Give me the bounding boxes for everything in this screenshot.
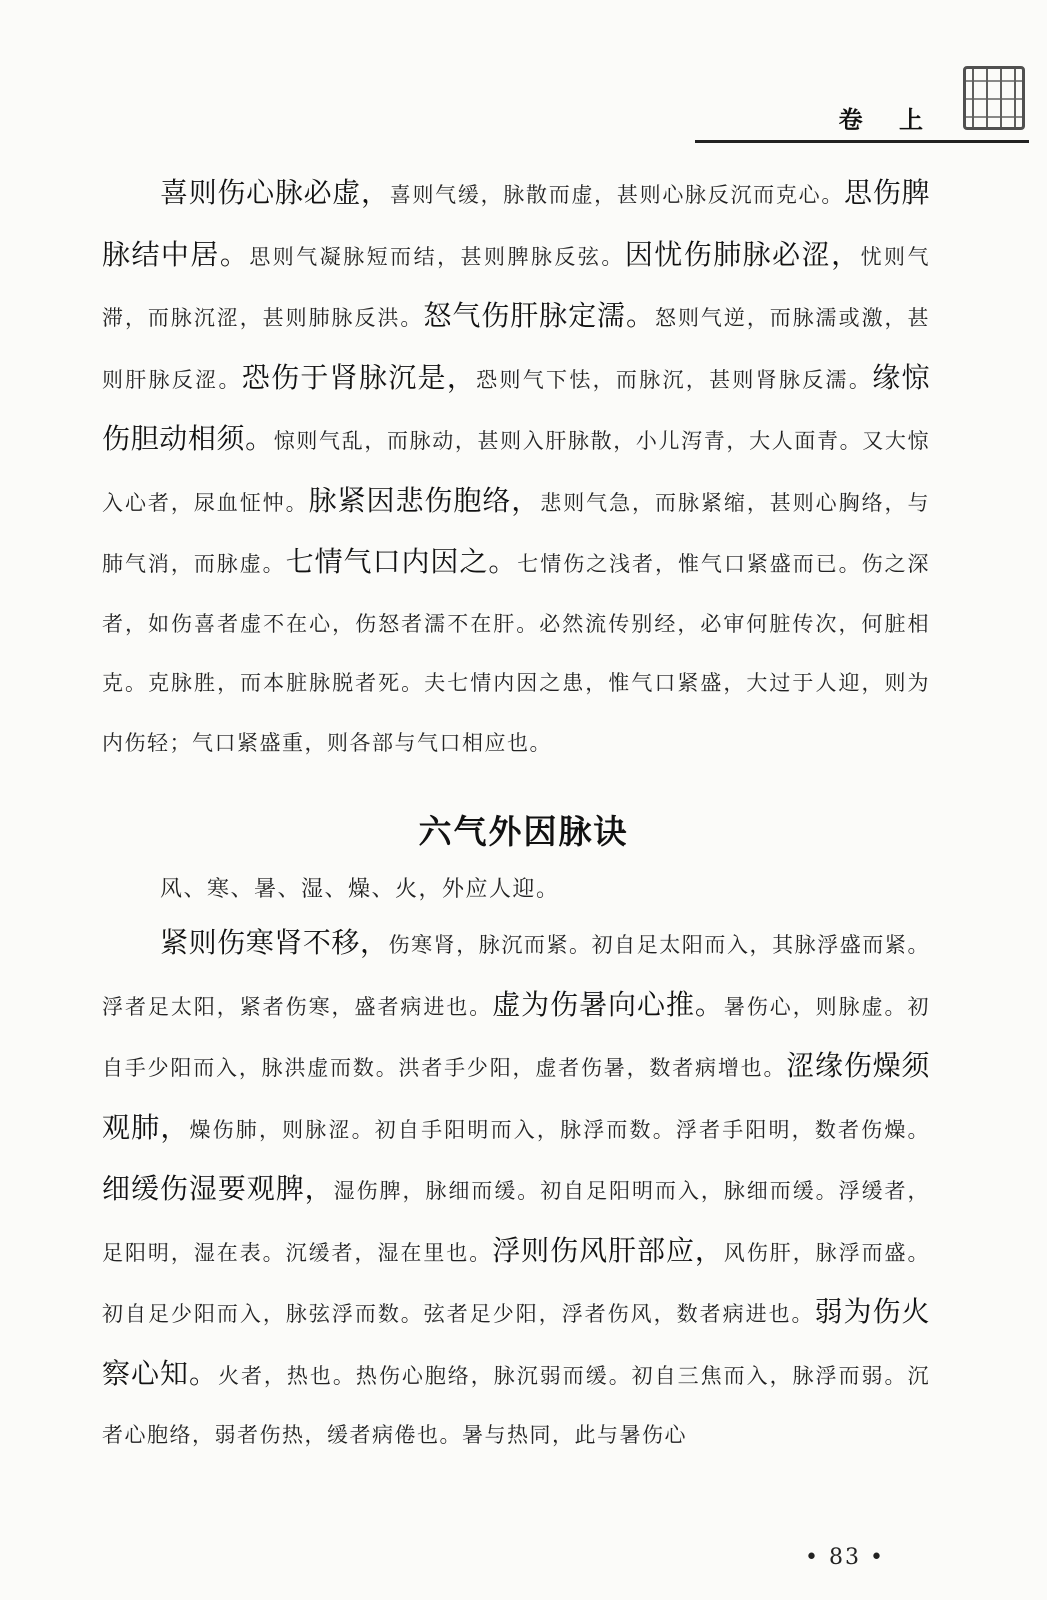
commentary-note: 风伤肝，脉浮而盛。初自足少阳而入，脉弦浮而数。弦者足少阳，浮者伤风，数者病进也。 [102,1240,930,1326]
commentary-note: 湿伤脾，脉细而缓。初自足阳明而入，脉细而缓。浮缓者，足阳明，湿在表。沉缓者，湿在里也。 [102,1179,930,1265]
commentary-note: 燥伤肺，则脉涩。初自手阳明而入，脉浮而数。浮者手阳明，数者伤燥。 [189,1117,930,1142]
verse-line: 缘惊伤胆动相须。 [102,360,930,455]
commentary-note: 思则气凝脉短而结，甚则脾脉反弦。 [249,244,625,269]
section-title: 六气外因脉诀 [418,812,629,851]
verse-line: 思伤脾脉结中居。 [102,176,930,271]
page-number: • 83 • [805,1545,885,1570]
paragraph-six-qi [102,914,930,1466]
verse-line: 怒气伤肝脉定濡。 [423,299,655,332]
commentary-note: 七情伤之浅者，惟气口紧盛而已。伤之深者，如伤喜者虚不在心，伤怒者濡不在肝。必然流传别经，必审何脏传次，何脏相克。克脉胜，而本脏脉脱者死。夫七情内因之患，惟气口紧盛，大过于人迎，则为内伤轻；气口紧盛重，则各部与气口相应也。 [102,552,930,755]
verse-line: 弱为伤火察心知。 [102,1295,930,1390]
commentary-note: 伤寒肾，脉沉而紧。初自足太阳而入，其脉浮盛而紧。浮者足太阳，紧者伤寒，盛者病进也。 [102,933,930,1019]
verse-line: 虚为伤暑向心推。 [492,987,724,1021]
verse-line: 细缓伤湿要观脾， [102,1172,334,1205]
commentary-note: 悲则气急，而脉紧缩，甚则心胸络，与肺气消，而脉虚。 [102,490,930,576]
paragraph-seven-emotions [102,164,930,773]
commentary-note: 喜则气缓，脉散而虚，甚则心脉反沉而克心。 [389,183,845,207]
verse-line: 因忧伤肺脉必涩， [624,237,861,271]
commentary-note: 恐则气下怯，而脉沉，甚则肾脉反濡。 [476,367,873,392]
verse-line: 喜则伤心脉必虚， [160,176,390,209]
commentary-note: 惊则气乱，而脉动，甚则入肝脉散，小儿泻青，大人面青。又大惊入心者，尿血怔忡。 [102,429,930,515]
verse-line: 紧则伤寒肾不移， [160,926,389,959]
commentary-note: 忧则气滞，而脉沉涩，甚则肺脉反洪。 [102,244,930,330]
running-header: 卷 上 [838,106,937,134]
commentary-note: 怒则气逆，而脉濡或激，甚则肝脉反涩。 [102,306,930,392]
verse-line: 涩缘伤燥须观肺， [102,1049,930,1144]
verse-line: 脉紧因悲伤胞络， [308,483,541,517]
verse-line: 浮则伤风肝部应， [492,1233,724,1267]
commentary-note: 火者，热也。热伤心胞络，脉沉弱而缓。初自三焦而入，脉浮而弱。沉者心胞络，弱者伤热，缓者病倦也。暑与热同，此与暑伤心 [102,1363,930,1447]
verse-line: 七情气口内因之。 [285,545,518,578]
commentary-note: 暑伤心，则脉虚。初自手少阳而入，脉洪虚而数。洪者手少阳，虚者伤暑，数者病增也。 [102,994,930,1080]
seal-stamp-icon [963,66,1025,130]
header-rule [695,140,1029,143]
verse-line: 恐伤于肾脉沉是， [241,360,477,394]
section-subtitle: 风、寒、暑、湿、燥、火，外应人迎。 [160,877,560,902]
